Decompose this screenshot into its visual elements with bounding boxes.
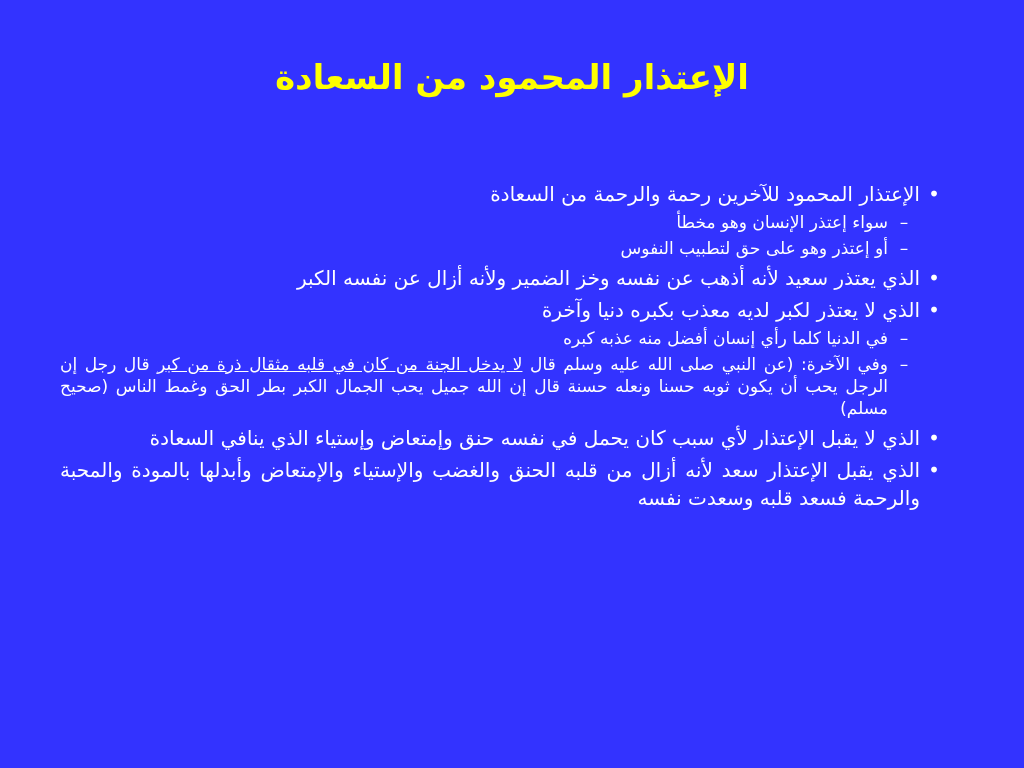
sub-text: في الدنيا كلما رأي إنسان أفضل منه عذبه كبره	[563, 329, 888, 349]
bullet-text: الذي يقبل الإعتذار سعد لأنه أزال من قلبه الحنق والغضب والإستياء والإمتعاض وأبدلها بالمودة والمحبة والرحمة فسعد قلبه وسعدت نفسه	[60, 458, 920, 510]
bullet-point	[60, 264, 944, 292]
bullet-marker-icon: •	[928, 458, 940, 482]
hadith-intro: وفي الآخرة: (عن النبي صلى الله عليه وسلم قال	[522, 355, 888, 375]
bullet-marker-icon: •	[928, 426, 940, 450]
hadith-quote: لا يدخل الجنة من كان في قلبه مثقال ذرة من كبر	[157, 355, 523, 375]
bullet-point	[60, 456, 944, 512]
bullet-text: الذي لا يعتذر لكبر لديه معذب بكبره دنيا وآخرة	[541, 298, 920, 322]
sub-text: سواء إعتذر الإنسان وهو مخطأ	[676, 213, 888, 233]
dash-marker-icon: –	[899, 239, 909, 259]
bullet-text: الذي يعتذر سعيد لأنه أذهب عن نفسه وخز الضمير ولأنه أزال عن نفسه الكبر	[296, 266, 920, 290]
bullet-text: الإعتذار المحمود للآخرين رحمة والرحمة من السعادة	[490, 182, 920, 206]
sub-point	[60, 212, 944, 234]
bullet-point	[60, 424, 944, 452]
bullet-marker-icon: •	[928, 182, 940, 206]
sub-point	[60, 328, 944, 350]
sub-point	[60, 238, 944, 260]
bullet-marker-icon: •	[928, 298, 940, 322]
dash-marker-icon: –	[899, 329, 909, 349]
dash-marker-icon: –	[899, 213, 909, 233]
hadith-continuation: قال رجل إن الرجل يحب أن يكون ثوبه حسنا ونعله حسنة قال إن الله جميل يحب الجمال الكبر بطر الحق وغمط الناس (صحيح مسلم)	[60, 355, 888, 419]
bullet-text: الذي لا يقبل الإعتذار لأي سبب كان يحمل في نفسه حنق وإمتعاض وإستياء الذي ينافي السعادة	[149, 426, 920, 450]
dash-marker-icon: –	[899, 355, 909, 375]
bullet-point	[60, 296, 944, 324]
sub-point-hadith	[60, 354, 944, 420]
bullet-marker-icon: •	[928, 266, 940, 290]
slide-title: الإعتذار المحمود من السعادة	[275, 58, 749, 98]
slide-content	[60, 176, 944, 514]
sub-text: أو إعتذر وهو على حق لتطبيب النفوس	[620, 239, 888, 259]
bullet-point	[60, 180, 944, 208]
